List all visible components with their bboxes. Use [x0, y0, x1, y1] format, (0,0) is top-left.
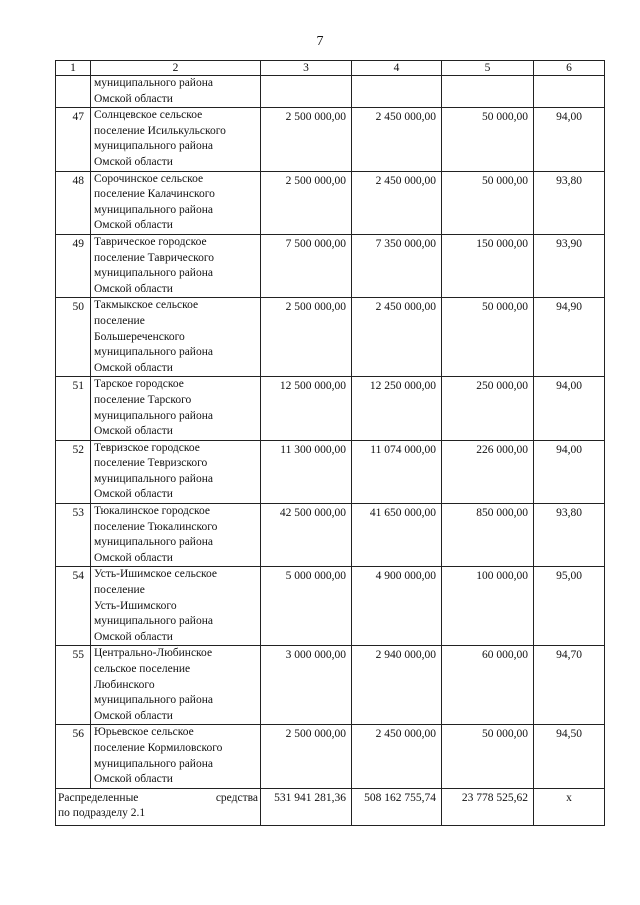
percent-col6: 94,00: [534, 377, 605, 440]
header-cell: 5: [442, 61, 534, 76]
municipality-name-line: муниципального района: [94, 203, 213, 216]
table-row: [56, 646, 605, 725]
table-row: [56, 298, 605, 377]
percent-col6: 93,80: [534, 171, 605, 234]
municipality-name-line: Омской области: [94, 92, 173, 105]
amount-col3: 7 500 000,00: [261, 234, 352, 297]
total-col4: 508 162 755,74: [352, 788, 442, 825]
municipality-name-line: муниципального района: [94, 140, 213, 153]
amount-col5: 50 000,00: [442, 108, 534, 171]
municipality-name: [91, 377, 261, 440]
municipality-name-line: Омской области: [94, 773, 173, 786]
allocation-table: [55, 60, 605, 826]
table-row: [56, 440, 605, 503]
total-col3: 531 941 281,36: [261, 788, 352, 825]
amount-col5: 250 000,00: [442, 377, 534, 440]
municipality-name-line: муниципального района: [94, 267, 213, 280]
amount-col5: 50 000,00: [442, 171, 534, 234]
amount-col4: 41 650 000,00: [352, 504, 442, 567]
header-row: [56, 61, 605, 76]
municipality-name-line: поселение Тевризского: [94, 457, 208, 470]
row-number: 54: [56, 567, 91, 646]
amount-col3: [261, 76, 352, 108]
municipality-name-line: муниципального района: [94, 615, 213, 628]
amount-col4: 2 450 000,00: [352, 108, 442, 171]
table-row: [56, 725, 605, 788]
row-number: 47: [56, 108, 91, 171]
percent-col6: 94,50: [534, 725, 605, 788]
municipality-name: [91, 76, 261, 108]
municipality-name-line: Омской области: [94, 282, 173, 295]
municipality-name-line: муниципального района: [94, 694, 213, 707]
row-number: 50: [56, 298, 91, 377]
municipality-name-line: поселение: [94, 584, 145, 597]
municipality-name-line: муниципального района: [94, 472, 213, 485]
amount-col4: 11 074 000,00: [352, 440, 442, 503]
municipality-name: [91, 108, 261, 171]
municipality-name-line: Омской области: [94, 709, 173, 722]
amount-col4: 2 940 000,00: [352, 646, 442, 725]
table-row: [56, 504, 605, 567]
percent-col6: 94,00: [534, 108, 605, 171]
municipality-name: [91, 725, 261, 788]
municipality-name-line: Омской области: [94, 219, 173, 232]
municipality-name-line: Такмыкское сельское: [94, 299, 199, 312]
amount-col5: 100 000,00: [442, 567, 534, 646]
header-cell: 4: [352, 61, 442, 76]
row-number: 53: [56, 504, 91, 567]
amount-col4: 4 900 000,00: [352, 567, 442, 646]
municipality-name-line: Омской области: [94, 551, 173, 564]
table-row: [56, 377, 605, 440]
municipality-name-line: поселение Таврического: [94, 251, 215, 264]
municipality-name: [91, 567, 261, 646]
municipality-name-line: Омской области: [94, 361, 173, 374]
municipality-name-line: муниципального района: [94, 757, 213, 770]
amount-col4: 2 450 000,00: [352, 725, 442, 788]
amount-col3: 12 500 000,00: [261, 377, 352, 440]
total-row: [56, 788, 605, 825]
amount-col5: [442, 76, 534, 108]
header-cell: 3: [261, 61, 352, 76]
row-number: 56: [56, 725, 91, 788]
municipality-name: [91, 171, 261, 234]
amount-col5: 50 000,00: [442, 725, 534, 788]
amount-col3: 2 500 000,00: [261, 725, 352, 788]
amount-col5: 60 000,00: [442, 646, 534, 725]
amount-col4: 2 450 000,00: [352, 298, 442, 377]
header-cell: 6: [534, 61, 605, 76]
amount-col3: 5 000 000,00: [261, 567, 352, 646]
table-row: [56, 234, 605, 297]
municipality-name-line: Омской области: [94, 630, 173, 643]
municipality-name-line: поселение Калачинского: [94, 188, 215, 201]
municipality-name: [91, 646, 261, 725]
percent-col6: [534, 76, 605, 108]
municipality-name-line: Омской области: [94, 155, 173, 168]
municipality-name-line: Сорочинское сельское: [94, 172, 204, 185]
municipality-name: [91, 440, 261, 503]
row-number: [56, 76, 91, 108]
percent-col6: 93,80: [534, 504, 605, 567]
amount-col3: 2 500 000,00: [261, 108, 352, 171]
municipality-name-line: поселение Кормиловского: [94, 742, 223, 755]
row-number: 52: [56, 440, 91, 503]
municipality-name-line: Усть-Ишимского: [94, 599, 177, 612]
municipality-name-line: поселение Тюкалинского: [94, 520, 218, 533]
header-cell: 2: [91, 61, 261, 76]
municipality-name-line: Любинского: [94, 678, 155, 691]
municipality-name-line: Усть-Ишимское сельское: [94, 568, 217, 581]
header-cell: 1: [56, 61, 91, 76]
municipality-name: [91, 234, 261, 297]
amount-col5: 50 000,00: [442, 298, 534, 377]
percent-col6: 94,70: [534, 646, 605, 725]
table-row: [56, 108, 605, 171]
row-number: 55: [56, 646, 91, 725]
municipality-name-line: поселение Исилькульского: [94, 124, 226, 137]
table-row: [56, 171, 605, 234]
total-label-word: средства: [215, 791, 258, 804]
municipality-name-line: Тевризское городское: [94, 441, 200, 454]
amount-col5: 150 000,00: [442, 234, 534, 297]
municipality-name-line: поселение Тарского: [94, 393, 192, 406]
row-number: 49: [56, 234, 91, 297]
amount-col5: 226 000,00: [442, 440, 534, 503]
municipality-name-line: сельское поселение: [94, 663, 191, 676]
page-number: 7: [316, 34, 324, 49]
municipality-name-line: Тюкалинское городское: [94, 505, 210, 518]
total-label-line: по подразделу 2.1: [58, 807, 146, 820]
amount-col4: 12 250 000,00: [352, 377, 442, 440]
amount-col4: 7 350 000,00: [352, 234, 442, 297]
total-col6: x: [534, 788, 605, 825]
municipality-name-line: муниципального района: [94, 346, 213, 359]
percent-col6: 95,00: [534, 567, 605, 646]
municipality-name-line: муниципального района: [94, 77, 213, 89]
amount-col3: 3 000 000,00: [261, 646, 352, 725]
amount-col3: 11 300 000,00: [261, 440, 352, 503]
table-row: [56, 567, 605, 646]
amount-col3: 42 500 000,00: [261, 504, 352, 567]
municipality-name-line: Большереченского: [94, 330, 185, 343]
total-col5: 23 778 525,62: [442, 788, 534, 825]
municipality-name-line: Тарское городское: [94, 378, 184, 391]
percent-col6: 94,90: [534, 298, 605, 377]
amount-col4: 2 450 000,00: [352, 171, 442, 234]
table-row: [56, 76, 605, 108]
row-number: 51: [56, 377, 91, 440]
municipality-name: [91, 298, 261, 377]
municipality-name-line: Солнцевское сельское: [94, 109, 203, 122]
municipality-name-line: Центрально-Любинское: [94, 647, 213, 660]
municipality-name-line: муниципального района: [94, 536, 213, 549]
municipality-name-line: муниципального района: [94, 409, 213, 422]
municipality-name-line: Юрьевское сельское: [94, 726, 194, 739]
municipality-name: [91, 504, 261, 567]
amount-col3: 2 500 000,00: [261, 171, 352, 234]
total-label: [56, 788, 261, 825]
municipality-name-line: поселение: [94, 314, 145, 327]
municipality-name-line: Омской области: [94, 425, 173, 438]
amount-col4: [352, 76, 442, 108]
percent-col6: 93,90: [534, 234, 605, 297]
total-label-word: Распределенные: [58, 791, 139, 804]
municipality-name-line: Омской области: [94, 488, 173, 501]
amount-col5: 850 000,00: [442, 504, 534, 567]
percent-col6: 94,00: [534, 440, 605, 503]
municipality-name-line: Таврическое городское: [94, 235, 207, 248]
amount-col3: 2 500 000,00: [261, 298, 352, 377]
row-number: 48: [56, 171, 91, 234]
